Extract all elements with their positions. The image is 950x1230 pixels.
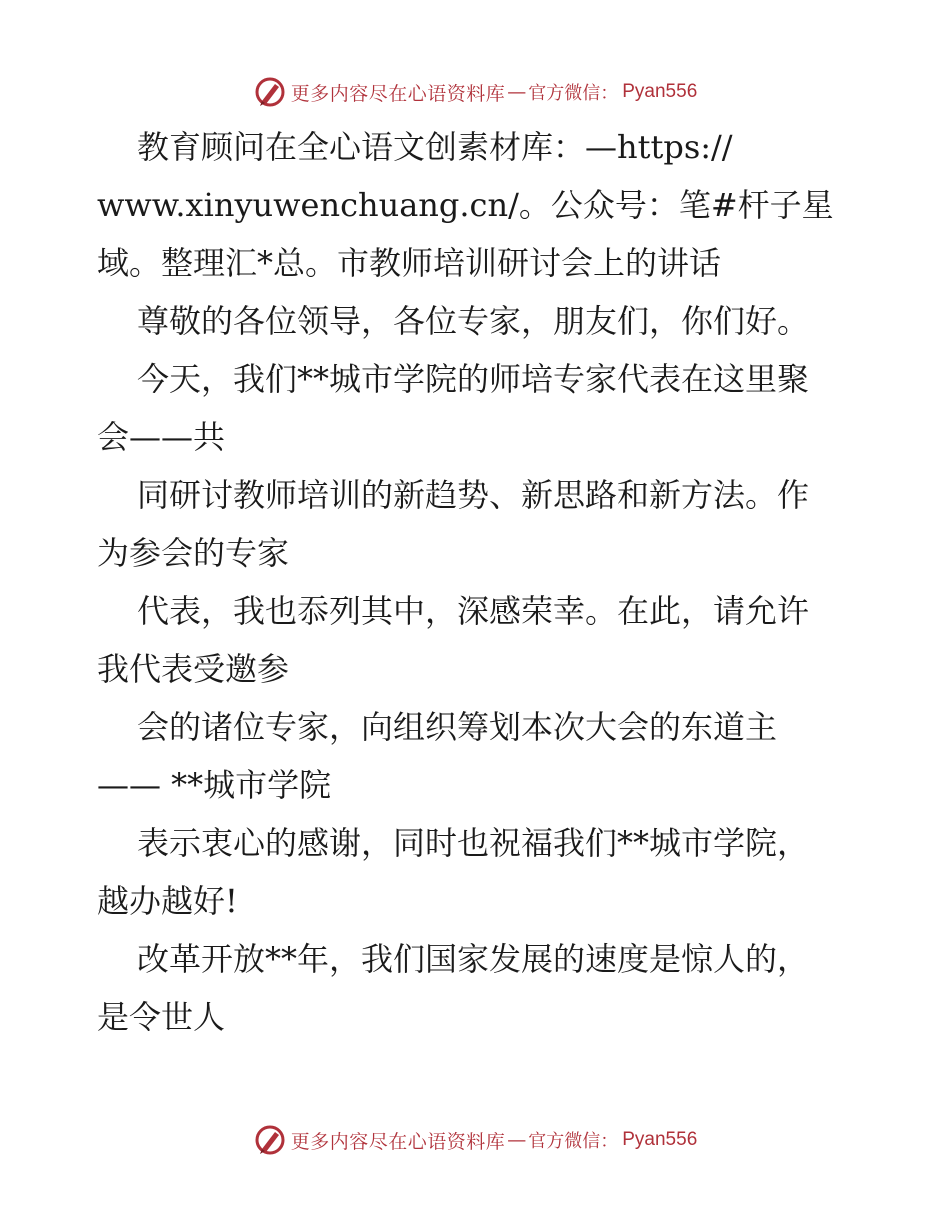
header-banner [0,72,950,112]
banner-wechat-label: 官方微信： [528,83,619,104]
text-line: 会的诸位专家，向组织筹划本次大会的东道主 [137,708,778,746]
pen-logo-icon [253,75,287,109]
banner-wechat-id: Pyan556 [622,81,698,102]
text-line: 今天，我们**城市学院的师培专家代表在这里聚 [137,360,810,398]
text-line: 表示衷心的感谢，同时也祝福我们**城市学院， [137,824,810,862]
text-line: 教育顾问在全心语文创素材库：—https:// [137,128,733,166]
pen-logo-icon [253,1123,287,1157]
footer-banner [0,1120,950,1160]
banner-wechat-id: Pyan556 [622,1129,698,1150]
text-line: 为参会的专家 [97,534,290,572]
banner-wechat-label: 官方微信： [528,1131,619,1152]
text-line: 改革开放**年，我们国家发展的速度是惊人的， [137,940,810,978]
text-line: 是令世人 [97,998,226,1036]
document-body [97,118,857,1046]
text-line: 尊敬的各位领导，各位专家，朋友们，你们好。 [137,302,810,340]
banner-dash: — [507,81,527,103]
text-line: 代表，我也忝列其中，深感荣幸。在此，请允许 [137,592,810,630]
text-line: 我代表受邀参 [97,650,290,688]
text-line: 会——共 [97,418,226,456]
banner-title: 更多内容尽在心语资料库 [290,1130,506,1153]
text-line: 越办越好! [97,882,238,920]
text-line: www.xinyuwenchuang.cn/。公众号：笔#杆子星 [97,186,834,224]
text-line: —— **城市学院 [97,766,332,804]
text-line: 域。整理汇*总。市教师培训研讨会上的讲话 [97,244,722,282]
text-line: 同研讨教师培训的新趋势、新思路和新方法。作 [137,476,810,514]
banner-dash: — [507,1129,527,1151]
banner-title: 更多内容尽在心语资料库 [290,82,506,105]
